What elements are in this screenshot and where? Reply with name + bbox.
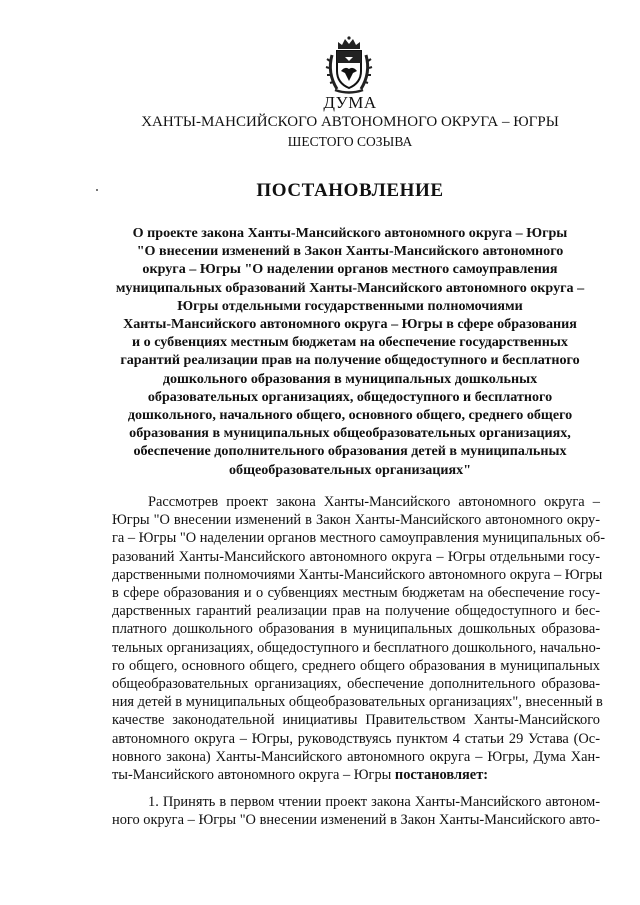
coat-of-arms-icon — [323, 35, 375, 95]
org-name: ХАНТЫ-МАНСИЙСКОГО АВТОНОМНОГО ОКРУГА – ЮГРЫ — [141, 114, 559, 130]
subject-line: округа – Югры "О наделении органов местного самоуправления — [142, 261, 558, 278]
paragraph-line: га – Югры "О наделении органов местного самоуправления муниципальных об- — [112, 530, 606, 547]
paragraph-line: го общего, основного общего, среднего общего образования в муниципальных — [112, 657, 600, 674]
paragraph-line: дарственных гарантий реализации прав на получение общедоступного и бес- — [112, 603, 600, 620]
paragraph-line: качестве законодательной инициативы Правительством Ханты-Мансийского — [112, 712, 600, 729]
subject-line: "О внесении изменений в Закон Ханты-Мансийского автономного — [136, 243, 564, 260]
paragraph-line: автономного округа – Югры, руководствуясь пунктом 4 статьи 29 Устава (Ос- — [112, 730, 600, 747]
subject-line: дошкольного, начального общего, основного общего, среднего общего — [127, 407, 573, 424]
org-convocation: ШЕСТОГО СОЗЫВА — [287, 134, 413, 149]
paragraph-line: дарственными полномочиями Ханты-Мансийского автономного округа – Югры — [112, 566, 603, 583]
subject-line: и о субвенциях местным бюджетам на обеспечение государственных — [132, 334, 568, 351]
subject-line: образовательных организациях, общедоступного и бесплатного — [147, 388, 553, 405]
subject-line: Ханты-Мансийского автономного округа – Югры в сфере образования — [123, 316, 577, 333]
paragraph-line: новного закона) Ханты-Мансийского автономного округа – Югры, Дума Хан- — [112, 748, 600, 765]
paragraph-line: ного округа – Югры "О внесении изменений в Закон Ханты-Мансийского авто- — [112, 812, 600, 829]
paragraph-line: разований Ханты-Мансийского автономного округа – Югры отдельными госу- — [112, 548, 600, 565]
subject-line: общеобразовательных организациях" — [228, 461, 472, 478]
paragraph-line: 1. Принять в первом чтении проект закона Ханты-Мансийского автоном- — [148, 794, 600, 810]
paragraph-line-text: ты-Мансийского автономного округа – Югры — [112, 767, 392, 784]
paragraph-line: платного дошкольного образования в муниципальных дошкольных образова- — [112, 621, 600, 638]
paragraph-line: Рассмотрев проект закона Ханты-Мансийского автономного округа – — [148, 494, 600, 510]
decision-item-1 — [112, 793, 600, 829]
subject-line: гарантий реализации прав на получение общедоступного и бесплатного — [120, 352, 580, 369]
paragraph-line: ния детей в муниципальных общеобразовательных организациях", внесенный в — [112, 694, 603, 711]
paragraph-line: Югры "О внесении изменений в Закон Ханты-Мансийского автономного окру- — [112, 512, 600, 529]
subject-line: О проекте закона Ханты-Мансийского автономного округа – Югры — [132, 225, 568, 241]
document-type-heading: ПОСТАНОВЛЕНИЕ — [256, 180, 444, 201]
decision-word: постановляет: — [394, 767, 489, 784]
paragraph-line: в сфере образования и о субвенциях местным бюджетам на обеспечение госу- — [112, 585, 600, 602]
subject-line: муниципальных образований Ханты-Мансийского автономного округа – — [115, 279, 585, 296]
subject-line: образования в муниципальных общеобразовательных организациях, — [129, 425, 571, 442]
paragraph-line: общеобразовательных организациях, обеспечение дополнительного образова- — [112, 676, 600, 693]
subject-line: дошкольного образования в муниципальных дошкольных — [162, 370, 538, 387]
subject-line: обеспечение дополнительного образования детей в муниципальных — [133, 443, 567, 460]
paragraph-line: тельных организациях, общедоступного и бесплатного дошкольного, начально- — [112, 639, 601, 656]
paragraph-final-line — [112, 766, 600, 784]
org-title: ДУМА — [323, 93, 377, 112]
subject-line: Югры отдельными государственными полномочиями — [177, 297, 523, 314]
document-subject — [90, 224, 610, 479]
preamble-paragraph — [112, 493, 606, 784]
